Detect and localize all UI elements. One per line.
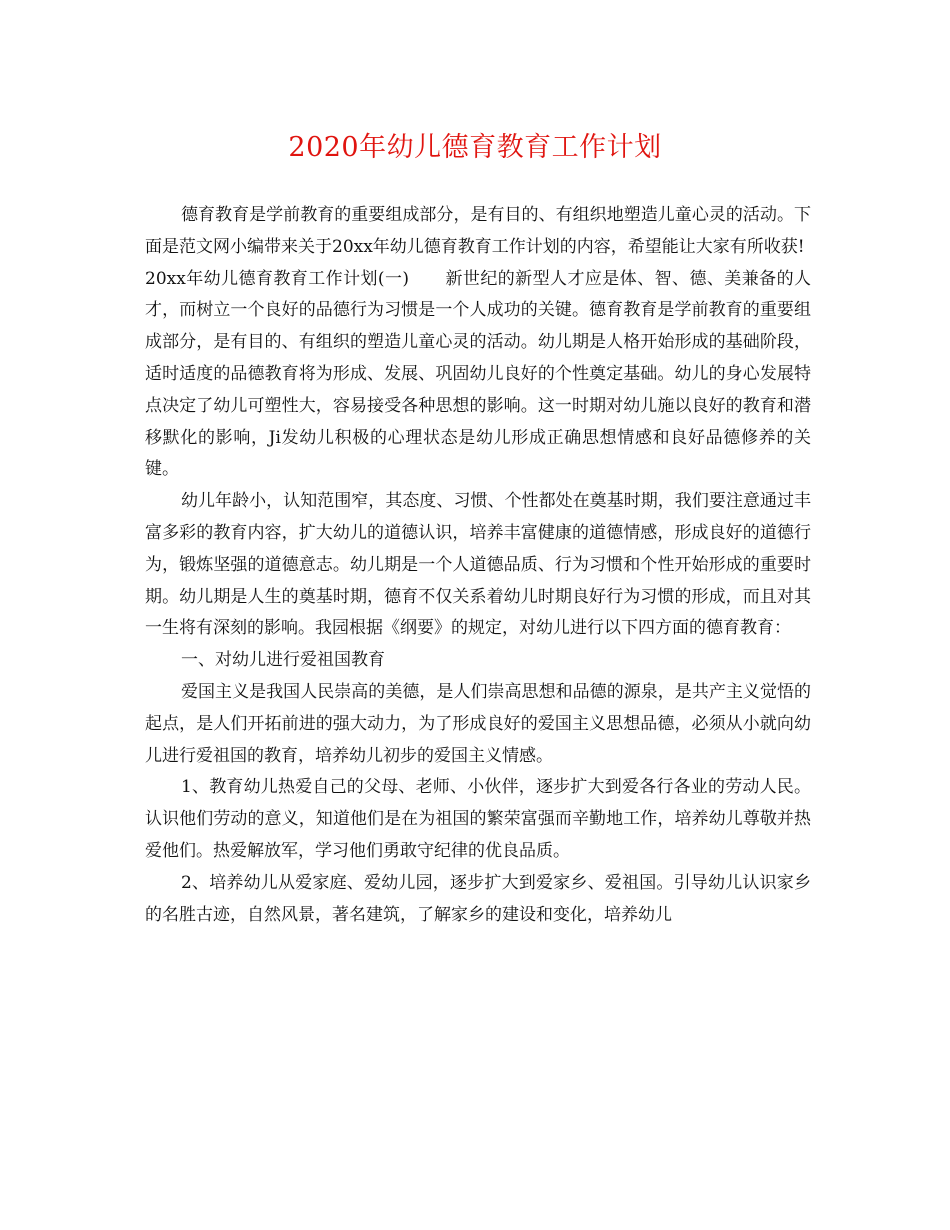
section1-heading: 20xx年幼儿德育教育工作计划(一) (145, 268, 410, 289)
paragraph-3: 爱国主义是我国人民崇高的美德，是人们崇高思想和品德的源泉，是共产主义觉悟的起点，是人们开拓前进的强大动力，为了形成良好的爱国主义思想品德，必须从小就向幼儿进行爱祖国的教育，培养幼儿初步的爱国主义情感。 (145, 681, 811, 766)
document-body (145, 200, 811, 931)
section1-paragraph (145, 264, 811, 487)
intro-paragraph: 德育教育是学前教育的重要组成部分，是有目的、有组织地塑造儿童心灵的活动。下面是范文网小编带来关于20xx年幼儿德育教育工作计划的内容，希望能让大家有所收获! (145, 205, 811, 257)
list-item-1: 1、教育幼儿热爱自己的父母、老师、小伙伴，逐步扩大到爱各行各业的劳动人民。认识他们劳动的意义，知道他们是在为祖国的繁荣富强而辛勤地工作，培养幼儿尊敬并热爱他们。热爱解放军，学习他们勇敢守纪律的优良品质。 (145, 777, 811, 861)
paragraph-2: 幼儿年龄小，认知范围窄，其态度、习惯、个性都处在奠基时期，我们要注意通过丰富多彩的教育内容，扩大幼儿的道德认识，培养丰富健康的道德情感，形成良好的道德行为，锻炼坚强的道德意志。幼儿期是一个人道德品质、行为习惯和个性开始形成的重要时期。幼儿期是人生的奠基时期，德育不仅关系着幼儿时期良好行为习惯的形成，而且对其一生将有深刻的影响。我园根据《纲要》的规定，对幼儿进行以下四方面的德育教育： (145, 491, 811, 639)
document-title: 2020年幼儿德育教育工作计划 (288, 132, 662, 163)
list-item-2: 2、培养幼儿从爱家庭、爱幼儿园，逐步扩大到爱家乡、爱祖国。引导幼儿认识家乡的名胜古迹，自然风景，著名建筑，了解家乡的建设和变化，培养幼儿 (145, 872, 811, 925)
heading-patriotism: 一、对幼儿进行爱祖国教育 (181, 650, 385, 671)
section1-text: 新世纪的新型人才应是体、智、德、美兼备的人才，而树立一个良好的品德行为习惯是一个人成功的关键。德育教育是学前教育的重要组成部分，是有目的、有组织的塑造儿童心灵的活动。幼儿期是人格开始形成的基础阶段，适时适度的品德教育将为形成、发展、巩固幼儿良好的个性奠定基础。幼儿的身心发展特点决定了幼儿可塑性大，容易接受各种思想的影响。这一时期对幼儿施以良好的教育和潜移默化的影响，Ji发幼儿积极的心理状态是幼儿形成正确思想情感和良好品德修养的关键。 (145, 268, 811, 480)
